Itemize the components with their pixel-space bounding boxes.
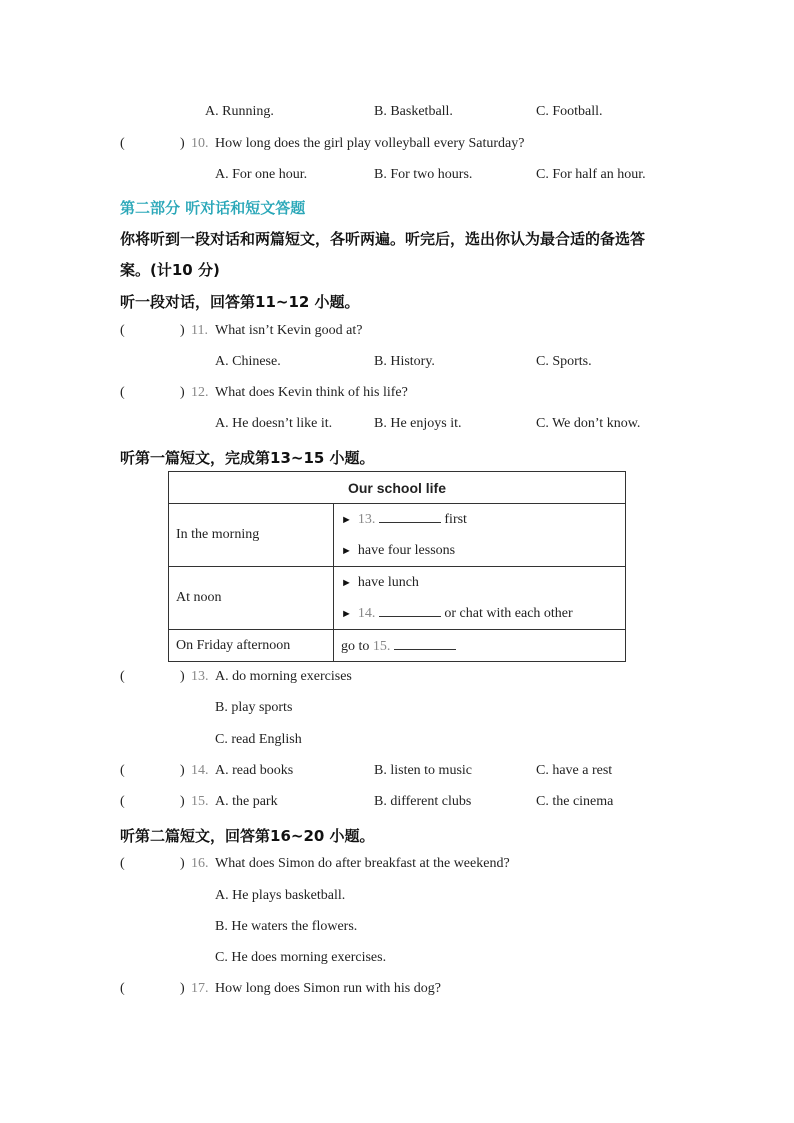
q10-close-paren: ) [180, 136, 185, 151]
table-caption: Our school life [169, 472, 626, 504]
q17-number: 17. [191, 981, 209, 996]
q13-close-paren: ) [180, 669, 185, 684]
q10-question: How long does the girl play volleyball every Saturday? [215, 136, 525, 151]
row-noon-content [334, 567, 626, 630]
q16-close-paren: ) [180, 856, 185, 871]
row-morning-label: In the morning [169, 504, 334, 567]
q14-number: 14. [191, 763, 209, 778]
answer-blank-15[interactable] [394, 637, 456, 650]
q11-option-c: C. Sports. [536, 354, 592, 369]
q13-option-a: A. do morning exercises [215, 669, 352, 684]
q10-open-paren: ( [120, 136, 125, 151]
q10-option-b: B. For two hours. [374, 167, 473, 182]
q16-question: What does Simon do after breakfast at the weekend? [215, 856, 510, 871]
bullet-icon: ► [341, 545, 352, 557]
q10-option-c: C. For half an hour. [536, 167, 646, 182]
table-blank-14-number: 14. [357, 606, 376, 621]
row-morning-a-text: first [444, 512, 467, 527]
q9-option-c: C. Football. [536, 104, 603, 119]
q12-close-paren: ) [180, 385, 185, 400]
q14-open-paren: ( [120, 763, 125, 778]
bullet-icon: ► [341, 608, 352, 620]
dialogue-intro: 听一段对话，回答第11~12 小题。 [120, 293, 360, 311]
school-life-table [168, 471, 626, 662]
q9-option-a: A. Running. [205, 104, 274, 119]
q16-option-c: C. He does morning exercises. [215, 950, 387, 965]
q13-option-b: B. play sports [215, 700, 293, 715]
q16-number: 16. [191, 856, 209, 871]
bullet-icon: ► [341, 577, 352, 589]
row-morning-b-text: have four lessons [357, 543, 456, 558]
row-friday-text: go to [341, 638, 370, 654]
q15-option-a: A. the park [215, 794, 278, 809]
q10-option-a: A. For one hour. [215, 167, 308, 182]
q16-option-a: A. He plays basketball. [215, 888, 346, 903]
q11-close-paren: ) [180, 323, 185, 338]
q9-option-b: B. Basketball. [374, 104, 453, 119]
q15-close-paren: ) [180, 794, 185, 809]
q14-close-paren: ) [180, 763, 185, 778]
q14-option-c: C. have a rest [536, 763, 613, 778]
q13-open-paren: ( [120, 669, 125, 684]
q14-option-a: A. read books [215, 763, 294, 778]
row-friday-content [334, 630, 626, 662]
passage1-intro: 听第一篇短文，完成第13~15 小题。 [120, 449, 375, 467]
row-morning-content [334, 504, 626, 567]
table-blank-15-number: 15. [372, 638, 391, 654]
q17-close-paren: ) [180, 981, 185, 996]
q11-question: What isn’t Kevin good at? [215, 323, 363, 338]
q13-number: 13. [191, 669, 209, 684]
row-noon-b-text: or chat with each other [444, 606, 573, 621]
q11-option-a: A. Chinese. [215, 354, 281, 369]
q17-open-paren: ( [120, 981, 125, 996]
part2-instruction-line2: 案。(计10 分) [120, 261, 220, 279]
q16-open-paren: ( [120, 856, 125, 871]
q14-option-b: B. listen to music [374, 763, 472, 778]
q15-option-c: C. the cinema [536, 794, 614, 809]
part2-title: 第二部分 听对话和短文答题 [120, 199, 306, 217]
q11-number: 11. [191, 323, 208, 338]
q16-option-b: B. He waters the flowers. [215, 919, 358, 934]
answer-blank-14[interactable] [379, 604, 441, 617]
q12-open-paren: ( [120, 385, 125, 400]
q15-option-b: B. different clubs [374, 794, 472, 809]
row-noon-a-text: have lunch [357, 575, 419, 590]
q12-question: What does Kevin think of his life? [215, 385, 408, 400]
q15-number: 15. [191, 794, 209, 809]
row-noon-label: At noon [169, 567, 334, 630]
part2-instruction-line1: 你将听到一段对话和两篇短文，各听两遍。听完后，选出你认为最合适的备选答 [120, 230, 646, 248]
answer-blank-13[interactable] [379, 510, 441, 523]
q12-option-b: B. He enjoys it. [374, 416, 462, 431]
bullet-icon: ► [341, 514, 352, 526]
q17-question: How long does Simon run with his dog? [215, 981, 441, 996]
q10-number: 10. [191, 136, 209, 151]
q11-open-paren: ( [120, 323, 125, 338]
q15-open-paren: ( [120, 794, 125, 809]
q12-option-a: A. He doesn’t like it. [215, 416, 333, 431]
q13-option-c: C. read English [215, 732, 302, 747]
table-blank-13-number: 13. [357, 512, 376, 527]
row-friday-label: On Friday afternoon [169, 630, 334, 662]
q12-number: 12. [191, 385, 209, 400]
q11-option-b: B. History. [374, 354, 435, 369]
passage2-intro: 听第二篇短文，回答第16~20 小题。 [120, 827, 375, 845]
q12-option-c: C. We don’t know. [536, 416, 641, 431]
